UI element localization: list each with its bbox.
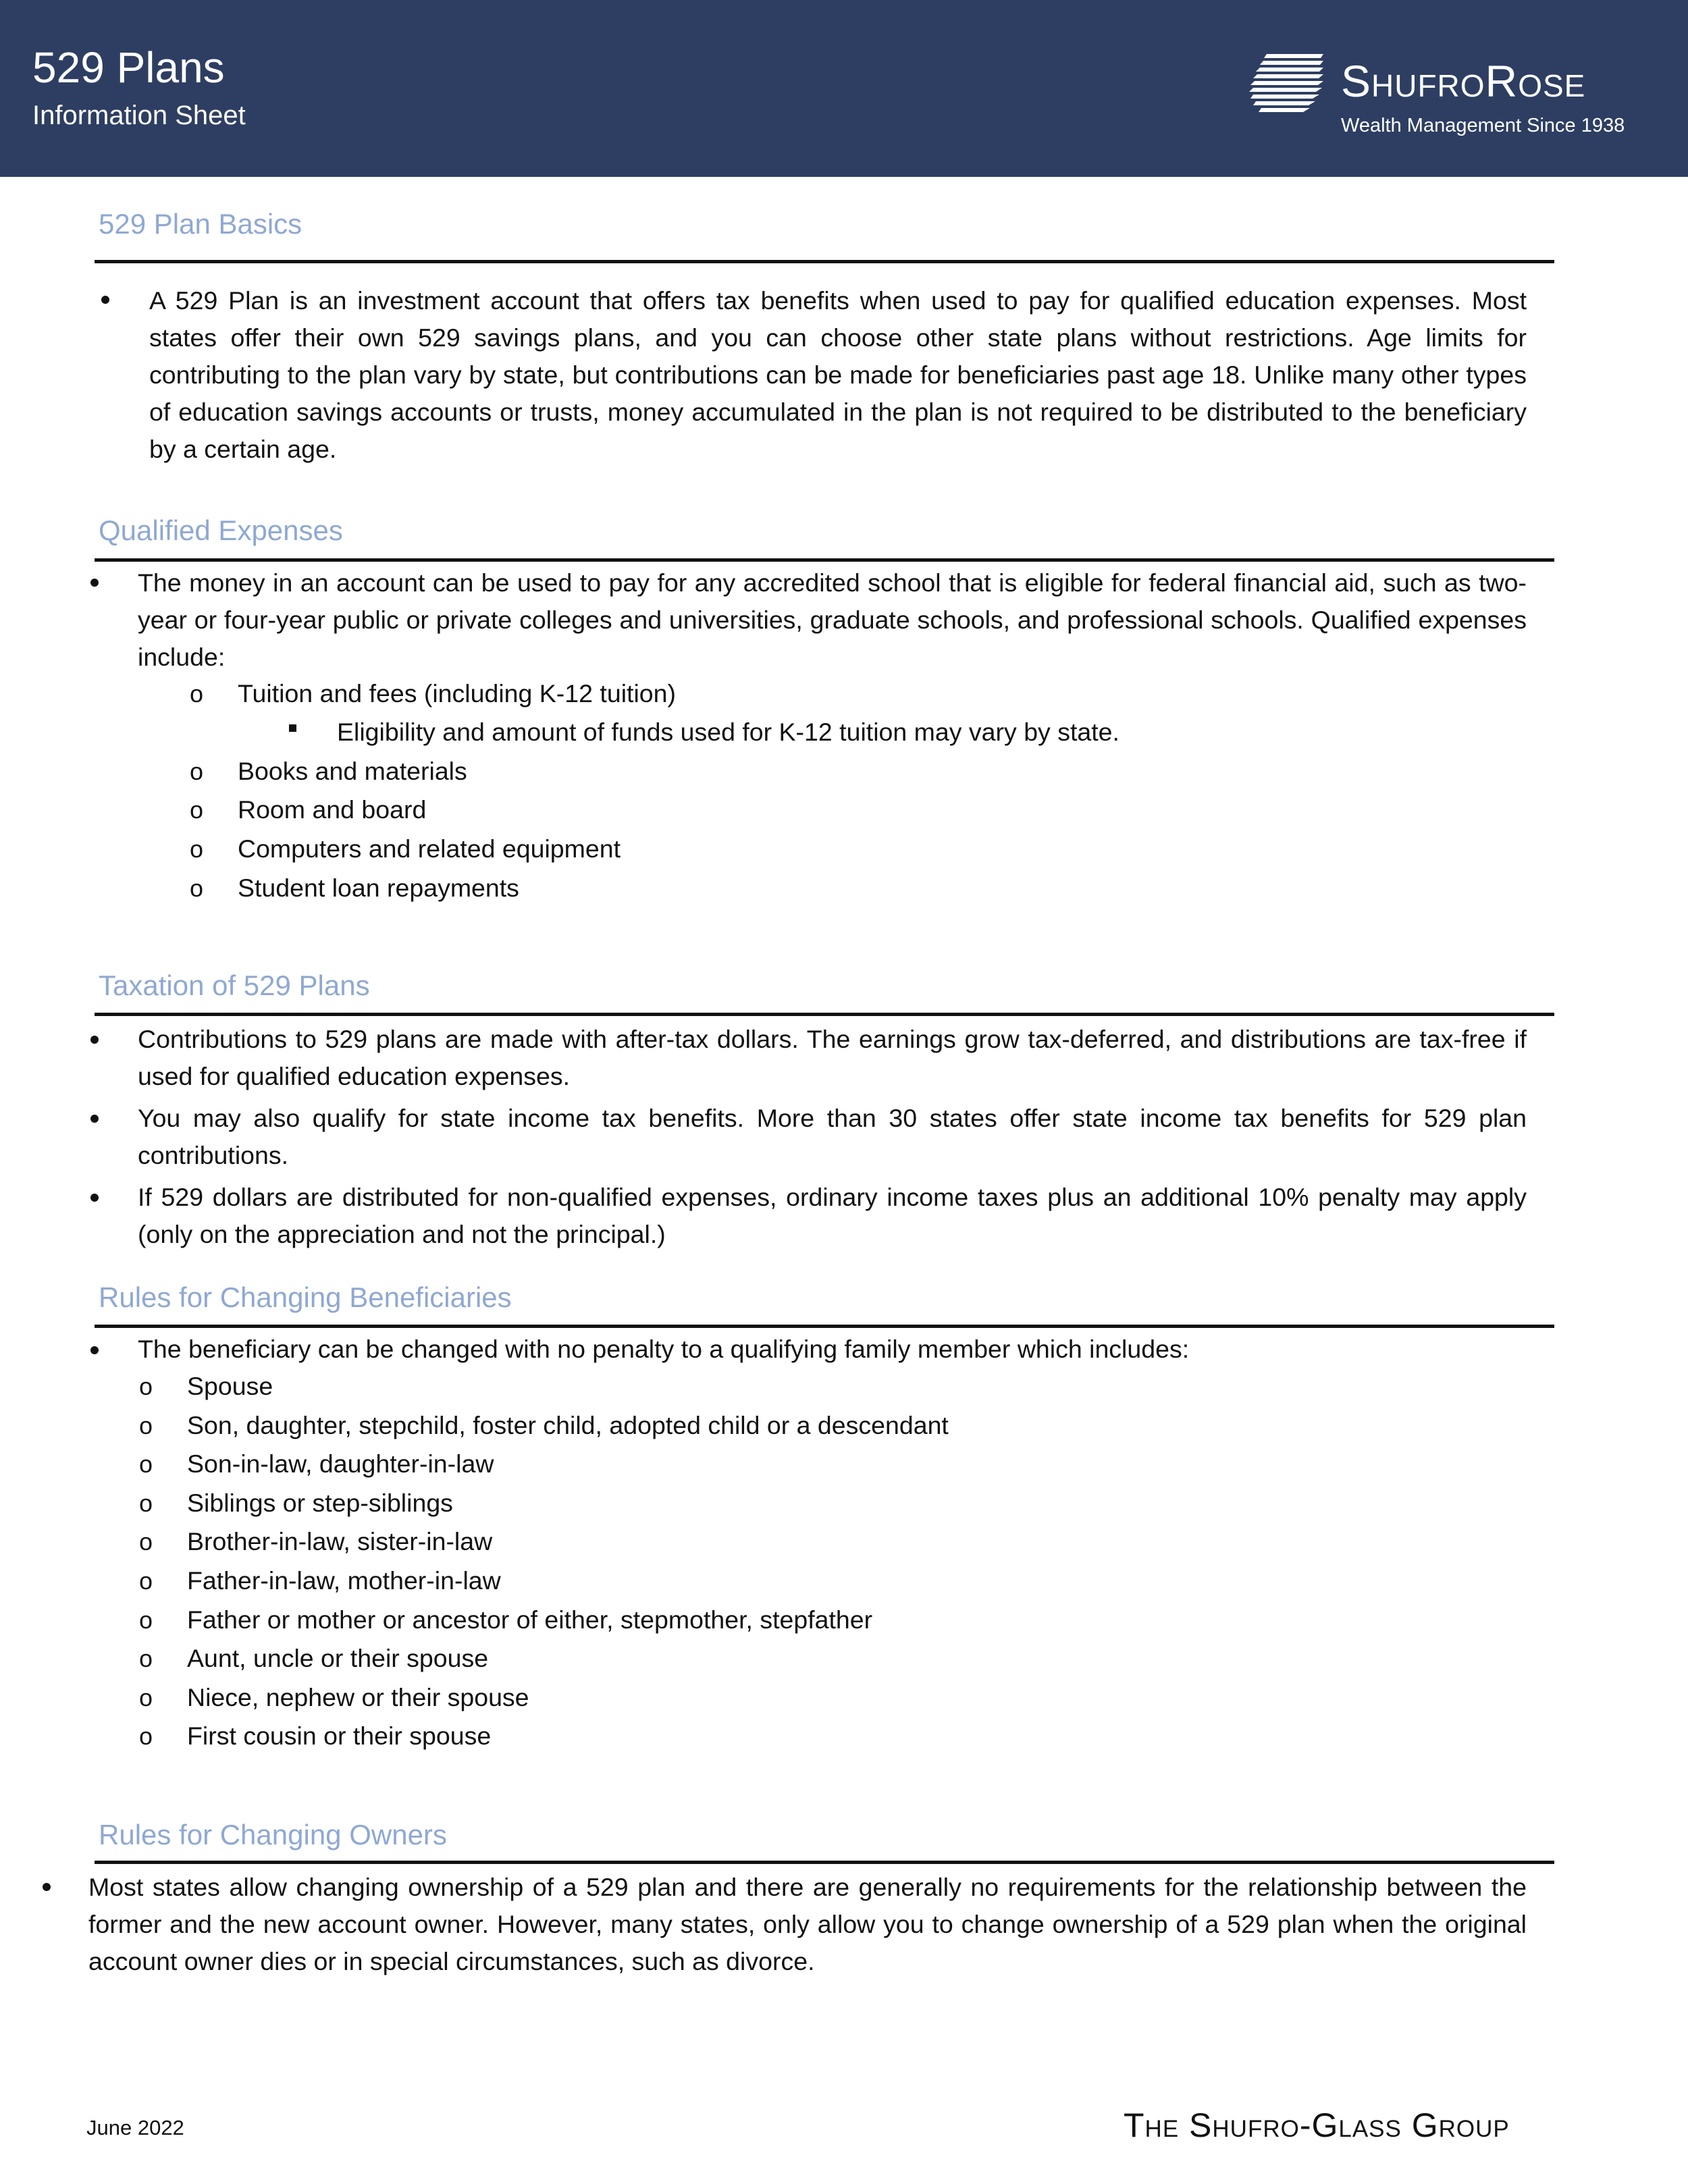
taxation-bullet: Contributions to 529 plans are made with after-tax dollars. The earnings grow tax-deferred, and distributions are tax-free if used for qualified education expenses. [138, 1025, 1527, 1090]
page-subtitle: Information Sheet [32, 101, 246, 130]
section-divider [95, 558, 1554, 562]
list-item: Spouse [187, 1372, 273, 1400]
list-item: Room and board [238, 795, 427, 824]
bullet-icon [101, 296, 109, 304]
qualified-paragraph: The money in an account can be used to pay for any accredited school that is eligible for federal financial aid, such as two-year or four-year public or private colleges and universities, graduate schools, and professional schools. Qualified expenses include: [138, 568, 1527, 671]
circle-bullet-icon: o [139, 1489, 153, 1517]
circle-bullet-icon: o [139, 1412, 153, 1439]
logo-tagline: Wealth Management Since 1938 [1341, 115, 1625, 136]
list-item: First cousin or their spouse [187, 1722, 492, 1750]
circle-bullet-icon: o [139, 1450, 153, 1478]
bullet-icon [43, 1883, 51, 1891]
logo-brand-name: ShufroRose [1341, 56, 1586, 106]
circle-bullet-icon: o [139, 1684, 153, 1711]
circle-bullet-icon: o [190, 835, 204, 863]
circle-bullet-icon: o [139, 1528, 153, 1555]
section-divider [95, 1325, 1554, 1328]
brand-logo [1249, 46, 1641, 147]
bullet-icon [90, 1115, 99, 1123]
list-item: Siblings or step-siblings [187, 1489, 453, 1517]
bullet-icon [90, 1194, 99, 1202]
bullet-icon [90, 1346, 99, 1354]
list-item: Son, daughter, stepchild, foster child, adopted child or a descendant [187, 1411, 949, 1439]
section-divider [95, 1013, 1554, 1016]
footer-brand: The Shufro-Glass Group [1124, 2106, 1510, 2144]
beneficiaries-intro: The beneficiary can be changed with no penalty to a qualifying family member which includes: [138, 1335, 1190, 1363]
bullet-icon [90, 1036, 99, 1044]
taxation-bullet: You may also qualify for state income tax benefits. More than 30 states offer state income tax benefits for 529 plan contributions. [138, 1104, 1527, 1169]
circle-bullet-icon: o [190, 796, 204, 824]
stripes-logo-icon [1249, 54, 1323, 113]
footer-date: June 2022 [86, 2116, 184, 2139]
list-item: Niece, nephew or their spouse [187, 1683, 529, 1711]
circle-bullet-icon: o [190, 874, 204, 902]
section-divider [95, 1861, 1554, 1864]
section-heading-beneficiaries: Rules for Changing Beneficiaries [99, 1281, 512, 1313]
list-item: Brother-in-law, sister-in-law [187, 1527, 493, 1555]
list-item: Student loan repayments [238, 874, 519, 902]
list-item: Tuition and fees (including K-12 tuition) [238, 679, 676, 708]
section-divider [95, 260, 1554, 263]
section-heading-basics: 529 Plan Basics [99, 208, 302, 240]
list-item: Computers and related equipment [238, 834, 621, 863]
sub-list-item: Eligibility and amount of funds used for K-12 tuition may vary by state. [337, 718, 1119, 746]
list-item: Father or mother or ancestor of either, stepmother, stepfather [187, 1605, 873, 1634]
circle-bullet-icon: o [139, 1645, 153, 1672]
bullet-icon [90, 579, 99, 587]
section-heading-qualified: Qualified Expenses [99, 514, 343, 546]
list-item: Aunt, uncle or their spouse [187, 1644, 489, 1672]
owners-paragraph: Most states allow changing ownership of a 529 plan and there are generally no requirements for the relationship between the former and the new account owner. However, many states, only allow you to change ownership of a 529 plan when the original account owner dies or in special circumstances, such as divorce. [88, 1873, 1527, 1975]
section-heading-taxation: Taxation of 529 Plans [99, 969, 370, 1001]
list-item: Son-in-law, daughter-in-law [187, 1449, 494, 1478]
section-heading-owners: Rules for Changing Owners [99, 1819, 447, 1850]
page-title: 529 Plans [32, 43, 225, 92]
square-bullet-icon [289, 724, 296, 732]
taxation-bullet: If 529 dollars are distributed for non-qualified expenses, ordinary income taxes plus an additional 10% penalty may apply (only on the appreciation and not the principal.) [138, 1183, 1527, 1248]
circle-bullet-icon: o [190, 680, 204, 708]
basics-paragraph: A 529 Plan is an investment account that offers tax benefits when used to pay for qualified education expenses. Most states offer their own 529 savings plans, and you can choose other state plans without restrictions. Age limits for contributing to the plan vary by state, but contributions can be made for beneficiaries past age 18. Unlike many other types of education savings accounts or trusts, money accumulated in the plan is not required to be distributed to the beneficiary by a certain age. [149, 286, 1527, 463]
circle-bullet-icon: o [190, 757, 204, 785]
list-item: Books and materials [238, 757, 467, 785]
list-item: Father-in-law, mother-in-law [187, 1566, 501, 1595]
header-banner [0, 0, 1688, 177]
circle-bullet-icon: o [139, 1373, 153, 1400]
circle-bullet-icon: o [139, 1722, 153, 1750]
circle-bullet-icon: o [139, 1606, 153, 1634]
circle-bullet-icon: o [139, 1567, 153, 1595]
